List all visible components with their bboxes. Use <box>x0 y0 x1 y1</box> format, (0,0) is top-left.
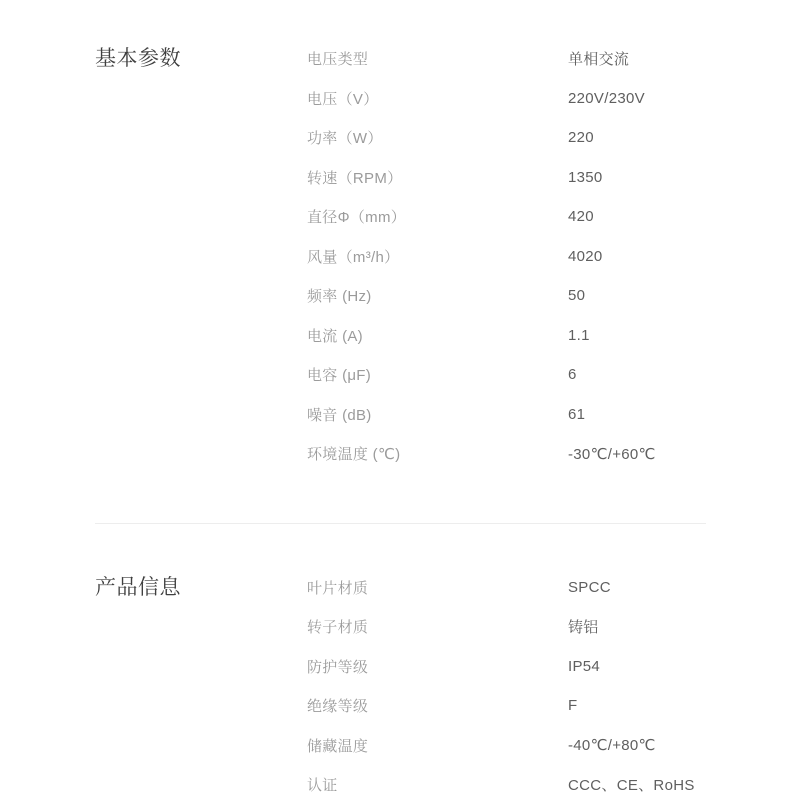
spec-row <box>307 158 800 198</box>
spec-row <box>307 765 800 800</box>
spec-label: 频率 (Hz) <box>307 288 372 306</box>
spec-label: 防护等级 <box>307 658 369 676</box>
section-title-basic-parameters: 基本参数 <box>95 47 181 70</box>
section-divider <box>95 523 706 524</box>
spec-value: F <box>568 697 578 715</box>
spec-label: 电压类型 <box>307 51 369 69</box>
spec-row <box>307 647 800 687</box>
spec-value: 单相交流 <box>568 51 630 69</box>
spec-row <box>307 118 800 158</box>
section-basic-parameters <box>95 39 800 474</box>
spec-label: 转速（RPM） <box>307 169 403 187</box>
spec-value: 4020 <box>568 247 603 265</box>
spec-label: 电压（V） <box>307 90 379 108</box>
spec-label: 转子材质 <box>307 619 369 637</box>
spec-value: CCC、CE、RoHS <box>568 777 695 795</box>
spec-value: SPCC <box>568 578 611 596</box>
section-title-product-info: 产品信息 <box>95 575 181 599</box>
spec-label: 绝缘等级 <box>307 698 369 716</box>
spec-row <box>307 39 800 79</box>
spec-value: 220V/230V <box>568 89 645 107</box>
section-product-info <box>95 568 800 800</box>
spec-value: 1350 <box>568 168 603 186</box>
spec-row <box>307 395 800 435</box>
spec-value: 61 <box>568 405 586 423</box>
spec-row <box>307 568 800 608</box>
spec-value: 50 <box>568 287 586 305</box>
spec-value: 1.1 <box>568 326 590 344</box>
spec-label: 叶片材质 <box>307 579 369 597</box>
spec-row <box>307 355 800 395</box>
spec-label: 直径Φ（mm） <box>307 209 407 227</box>
spec-row <box>307 726 800 766</box>
spec-value: 220 <box>568 129 594 147</box>
spec-label: 电流 (A) <box>307 327 363 345</box>
spec-label: 功率（W） <box>307 130 383 148</box>
spec-row <box>307 79 800 119</box>
spec-value: 铸铝 <box>568 619 599 637</box>
spec-label: 风量（m³/h） <box>307 248 400 266</box>
spec-label: 认证 <box>307 777 338 795</box>
spec-rows-product-info <box>307 568 800 800</box>
spec-row <box>307 607 800 647</box>
spec-row <box>307 276 800 316</box>
spec-value: 420 <box>568 208 594 226</box>
spec-label: 噪音 (dB) <box>307 406 372 424</box>
spec-value: -30℃/+60℃ <box>568 445 656 463</box>
spec-row <box>307 434 800 474</box>
spec-rows-basic-parameters <box>307 39 800 474</box>
spec-row <box>307 197 800 237</box>
spec-label: 电容 (μF) <box>307 367 372 385</box>
spec-value: -40℃/+80℃ <box>568 737 656 755</box>
spec-label: 环境温度 (℃) <box>307 446 401 464</box>
spec-value: IP54 <box>568 657 601 675</box>
spec-row <box>307 316 800 356</box>
spec-row <box>307 237 800 277</box>
spec-value: 6 <box>568 366 577 384</box>
spec-row <box>307 686 800 726</box>
spec-label: 储藏温度 <box>307 737 369 755</box>
